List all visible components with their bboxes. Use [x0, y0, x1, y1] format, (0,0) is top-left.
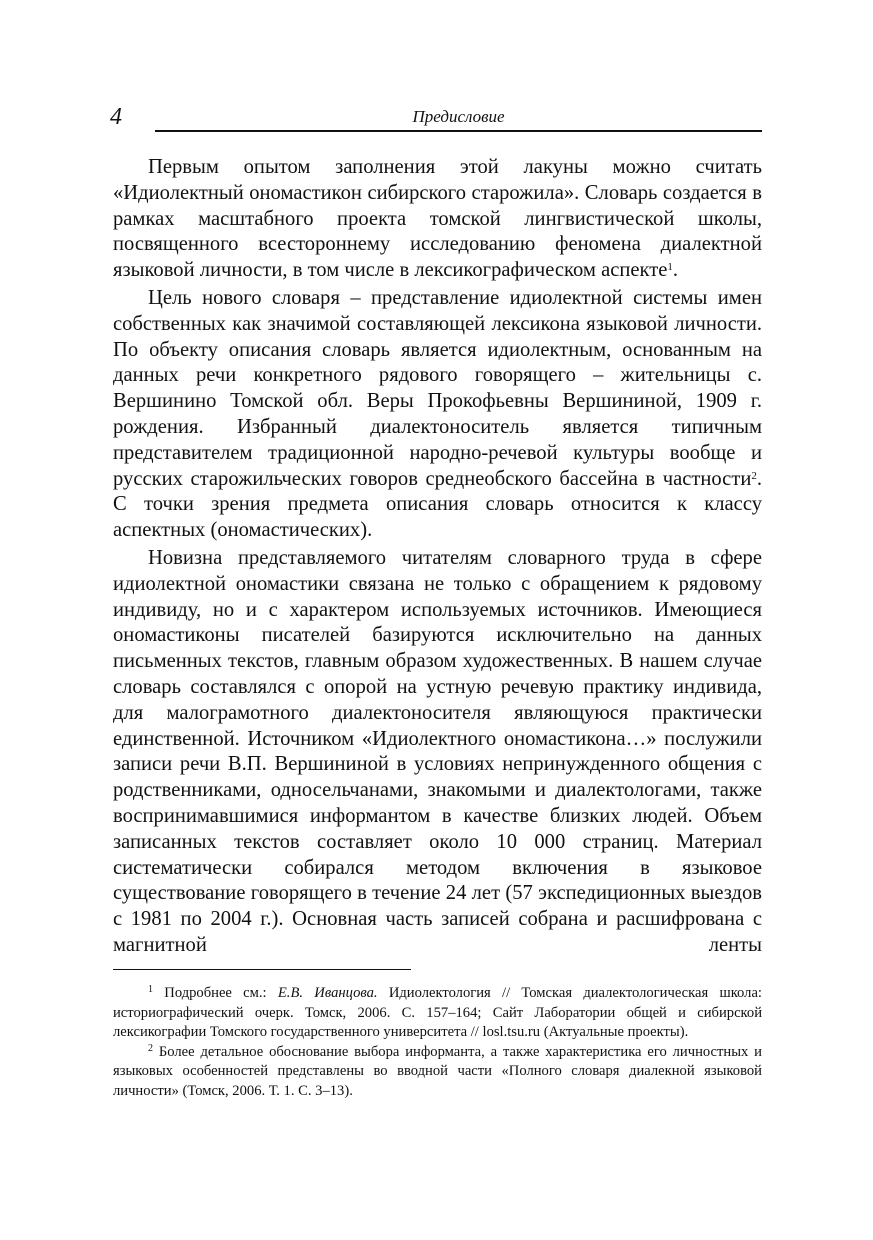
paragraph-2-text: Цель нового словаря – представление идиолектной системы имен собственных как значимой составляющей лексикона языковой личности. По объекту описания словарь является идиолектным, основанным на данных речи конкретного рядового говорящего – жительницы с. Вершинино Томской обл. Веры Прокофьевны Вершининой, 1909 г. рождения. Избранный диалектоноситель является типичным представителем традиционной народно-речевой культуры вообще и русских старожильческих говоров среднеобского бассейна в частности	[113, 286, 762, 490]
page-number: 4	[110, 104, 122, 130]
footnote-1	[113, 984, 762, 1043]
paragraph-2	[113, 286, 762, 544]
footnotes	[113, 984, 762, 1101]
footnote-1-author: Е.В. Иванцова.	[277, 985, 378, 1001]
running-title: Предисловие	[412, 107, 505, 126]
footnote-1-mark: 1	[148, 984, 153, 995]
footnote-ref-2[interactable]: 2	[751, 469, 757, 482]
paragraph-3	[113, 546, 762, 959]
body-text	[113, 155, 762, 961]
paragraph-2-end: . С точки зрения предмета описания словарь относится к классу аспектных (ономастических).	[113, 467, 762, 542]
footnote-2-text: Более детальное обоснование выбора информанта, а также характеристика его личностных и языковых особенностей представлены во вводной части «Полного словаря диалекной языковой личности» (Томск, 2006. Т. 1. С. 3–13).	[113, 1043, 762, 1099]
paragraph-1-text: Первым опытом заполнения этой лакуны можно считать «Идиолектный ономастикон сибирского старожила». Словарь создается в рамках масштабного проекта томской лингвистической школы, посвященного всестороннему исследованию феномена диалектной языковой личности, в том числе в лексикографическом аспекте	[113, 156, 762, 282]
footnote-ref-1[interactable]: 1	[667, 261, 673, 274]
footnote-2-mark: 2	[148, 1042, 153, 1054]
footnote-1-text: Идиолектология // Томская диалектологическая школа: историографический очерк. Томск, 2006. С. 157–164; Сайт Лаборатории общей и сибирской лексикографии Томского государственного университета // losl.tsu.ru (Актуальные проекты).	[113, 985, 762, 1040]
footnote-1-prefix: Подробнее см.:	[164, 985, 278, 1001]
paragraph-1-end: .	[672, 259, 679, 282]
header-rule	[155, 130, 762, 132]
footnote-2	[113, 1043, 762, 1102]
paragraph-1	[113, 155, 762, 284]
paragraph-3-text: Новизна представляемого читателям словарного труда в сфере идиолектной ономастики связана не только с обращением к рядовому индивиду, но и с характером используемых источников. Имеющиеся ономастиконы писателей базируются исключительно на данных письменных текстов, главным образом художественных. В нашем случае словарь составлялся с опорой на устную речевую практику индивида, для малограмотного диалектоносителя являющуюся практически единственной. Источником «Идиолектного ономастикона…» послужили записи речи В.П. Вершининой в условиях непринужденного общения с родственниками, односельчанами, знакомыми и диалектологами, также воспринимавшимися информантом в качестве близких людей. Объем записанных текстов составляет около 10 000 страниц. Материал систематически собирался методом включения в языковое существование говорящего в течение 24 лет (57 экспедиционных выездов с 1981 по 2004 г.). Основная часть записей собрана и расшифрована с магнитной ленты	[113, 546, 762, 956]
footnote-rule	[113, 969, 411, 970]
